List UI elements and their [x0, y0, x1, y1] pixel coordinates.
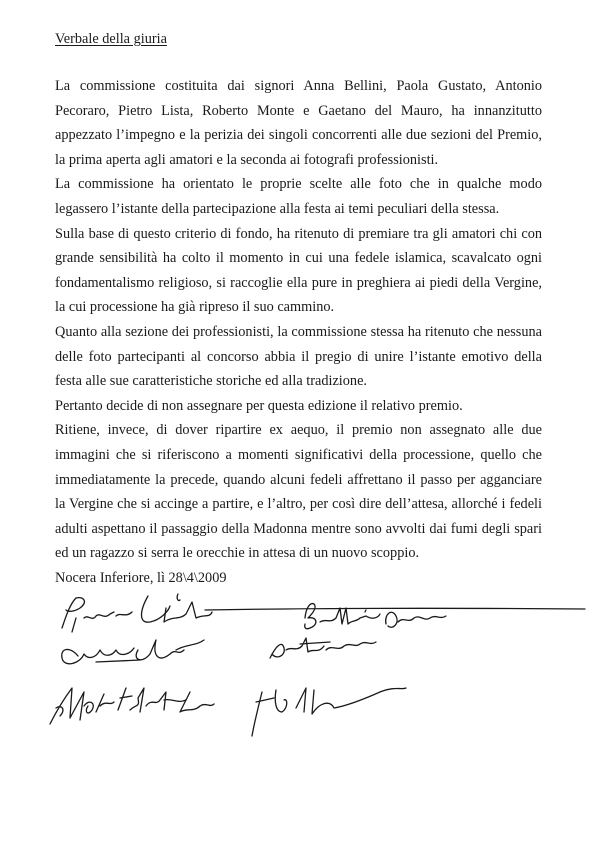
paragraph-ex-aequo: Ritiene, invece, di dover ripartire ex aequo, il premio non assegnato alle due immagini che si riferiscono a momenti significativi della processione, quello che immediatamente la precede, quando alcuni fedeli affrettano il passo per agganciare la Vergine che si accinge a partire, e l’altro, per così dire dell’attesa, allorché i fedeli adulti aspettano il passaggio della Madonna mentre sono avvolti dai fumi degli spari ed un ragazzo si serra le orecchie in attesa di un nuovo scoppio.	[55, 422, 542, 562]
paragraph-commission: La commissione costituita dai signori Anna Bellini, Paola Gustato, Antonio Pecoraro, Pietro Lista, Roberto Monte e Gaetano del Mauro, ha innanzitutto appezzato l’impegno e la perizia dei singoli concorrenti alle due sezioni del Premio, la prima aperta agli amatori e la seconda ai fotografi professionisti.	[55, 78, 542, 168]
signature-gaetano-del-mauro	[252, 688, 406, 736]
signature-pietro-lista	[62, 594, 212, 632]
signature-anna-bellini	[305, 604, 446, 629]
document-body	[55, 74, 542, 590]
signature-roberto-monte	[50, 688, 214, 724]
signature-antonio-pecoraro	[270, 638, 376, 658]
place-date: Nocera Inferiore, lì 28\4\2009	[55, 569, 227, 586]
signature-underline	[205, 608, 585, 610]
signature-paola-gustato	[62, 640, 204, 664]
paragraph-amateur-prize: Sulla base di questo criterio di fondo, ha ritenuto di premiare tra gli amatori chi con grande sensibilità ha colto il momento in cui una fedele islamica, scavalcato ogni fondamentalismo religioso, si raccoglie ella pure in preghiera ai piedi della Vergine, la cui processione ha già ripreso il suo cammino.	[55, 225, 542, 316]
signature-block	[0, 588, 596, 748]
paragraph-no-award: Pertanto decide di non assegnare per questa edizione il relativo premio.	[55, 397, 463, 414]
paragraph-criteria: La commissione ha orientato le proprie scelte alle foto che in qualche modo legassero l’istante della partecipazione alla festa ai temi peculiari della stessa.	[55, 176, 542, 217]
paragraph-professional-section: Quanto alla sezione dei professionisti, la commissione stessa ha ritenuto che nessuna delle foto partecipanti al concorso abbia il pregio di unire l’istante emotivo della festa alle sue caratteristiche storiche ed alla tradizione.	[55, 323, 542, 390]
document-title: Verbale della giuria	[55, 31, 167, 47]
